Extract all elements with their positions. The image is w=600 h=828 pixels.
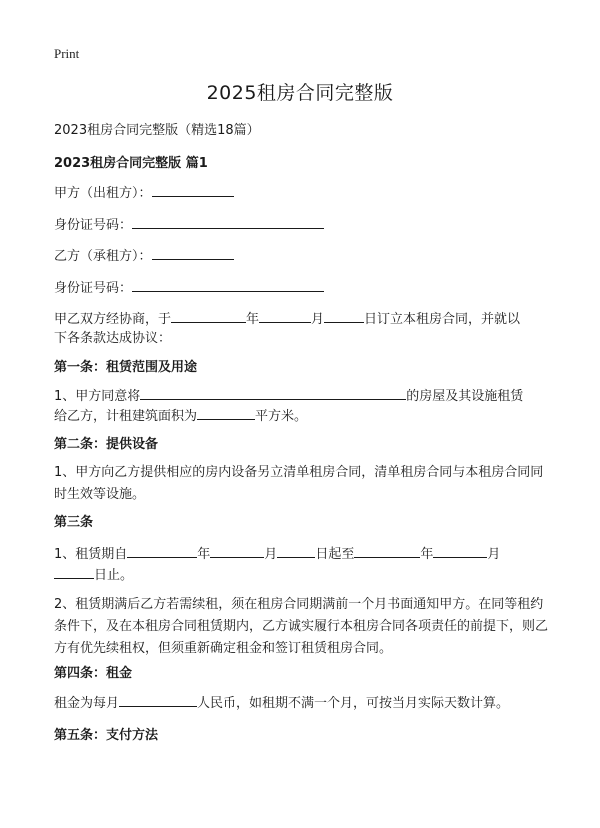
- article-1-area-unit: 平方米。: [255, 409, 308, 424]
- id-b-blank: [132, 277, 324, 292]
- section-heading: 2023租房合同完整版 篇1: [54, 156, 208, 171]
- article-4-line: [54, 692, 550, 715]
- article-3-line-2: [54, 564, 550, 587]
- article-1-area-text: 给乙方，计租建筑面积为: [54, 409, 198, 424]
- article-1-property-blank: [140, 385, 406, 400]
- id-a-blank: [132, 214, 324, 229]
- article-3-year-label: 年: [197, 547, 211, 562]
- subtitle: 2023租房合同完整版（精选18篇）: [54, 123, 260, 138]
- article-3-month-label: 月: [264, 547, 278, 562]
- party-b-blank: [152, 245, 234, 260]
- id-b-label: 身份证号码：: [54, 281, 133, 296]
- article-4-heading: 第四条：租金: [54, 666, 133, 681]
- article-3-line-1: [54, 543, 550, 566]
- party-a-blank: [152, 182, 234, 197]
- article-3-year-blank: [127, 543, 197, 558]
- intro-text: 甲乙双方经协商，于: [54, 312, 172, 327]
- article-4-rent-blank: [119, 692, 197, 707]
- intro-year-blank: [171, 308, 246, 323]
- article-4-text: 租金为每月: [54, 696, 120, 711]
- party-b-line: [54, 245, 550, 268]
- article-1-area-blank: [197, 405, 255, 420]
- intro-day-blank: [324, 308, 364, 323]
- intro-year-label: 年: [246, 312, 260, 327]
- article-5-heading: 第五条：支付方法: [54, 728, 159, 743]
- article-3-heading: 第三条: [54, 515, 94, 530]
- party-a-line: [54, 182, 550, 205]
- article-1-text: 1、甲方同意将: [54, 389, 141, 404]
- id-a-line: [54, 214, 550, 237]
- article-3-text: 1、租赁期自: [54, 547, 128, 562]
- article-3-year2-label: 年: [420, 547, 434, 562]
- id-b-line: [54, 277, 550, 300]
- article-3-end-label: 日止。: [94, 568, 134, 583]
- id-a-label: 身份证号码：: [54, 218, 133, 233]
- article-2-heading: 第二条：提供设备: [54, 437, 159, 452]
- article-1-heading: 第一条：租赁范围及用途: [54, 360, 198, 375]
- intro-line-2: 下各条款达成协议：: [54, 331, 172, 346]
- article-3-renewal-text: 2、租赁期满后乙方若需续租，须在租房合同期满前一个月书面通知甲方。在同等租约条件下，及在本租房合同租赁期内，乙方诚实履行本租房合同各项责任的前提下，则乙方有优先续租权，但须重新确定租金和签订租赁租房合同。: [54, 597, 549, 656]
- intro-day-label: 日订立本租房合同，并就以: [364, 312, 521, 327]
- document-title: 2025租房合同完整版: [206, 82, 394, 104]
- article-3-day2-blank: [54, 564, 94, 579]
- article-3-month2-blank: [433, 543, 487, 558]
- article-1-text-b: 的房屋及其设施租赁: [406, 389, 524, 404]
- article-3-month-blank: [210, 543, 264, 558]
- article-3-month2-label: 月: [487, 547, 501, 562]
- print-link[interactable]: Print: [54, 46, 80, 61]
- party-a-label: 甲方（出租方）：: [54, 186, 152, 201]
- article-3-year2-blank: [354, 543, 420, 558]
- article-3-day-blank: [277, 543, 315, 558]
- article-1-line-2: [54, 405, 550, 428]
- intro-month-label: 月: [311, 312, 325, 327]
- article-4-text-b: 人民币，如租期不满一个月，可按当月实际天数计算。: [197, 696, 510, 711]
- article-3-from-label: 日起至: [315, 547, 355, 562]
- article-2-text: 1、甲方向乙方提供相应的房内设备另立清单租房合同，清单租房合同与本租房合同同时生效等设施。: [54, 465, 544, 502]
- intro-month-blank: [259, 308, 311, 323]
- party-b-label: 乙方（承租方）：: [54, 249, 152, 264]
